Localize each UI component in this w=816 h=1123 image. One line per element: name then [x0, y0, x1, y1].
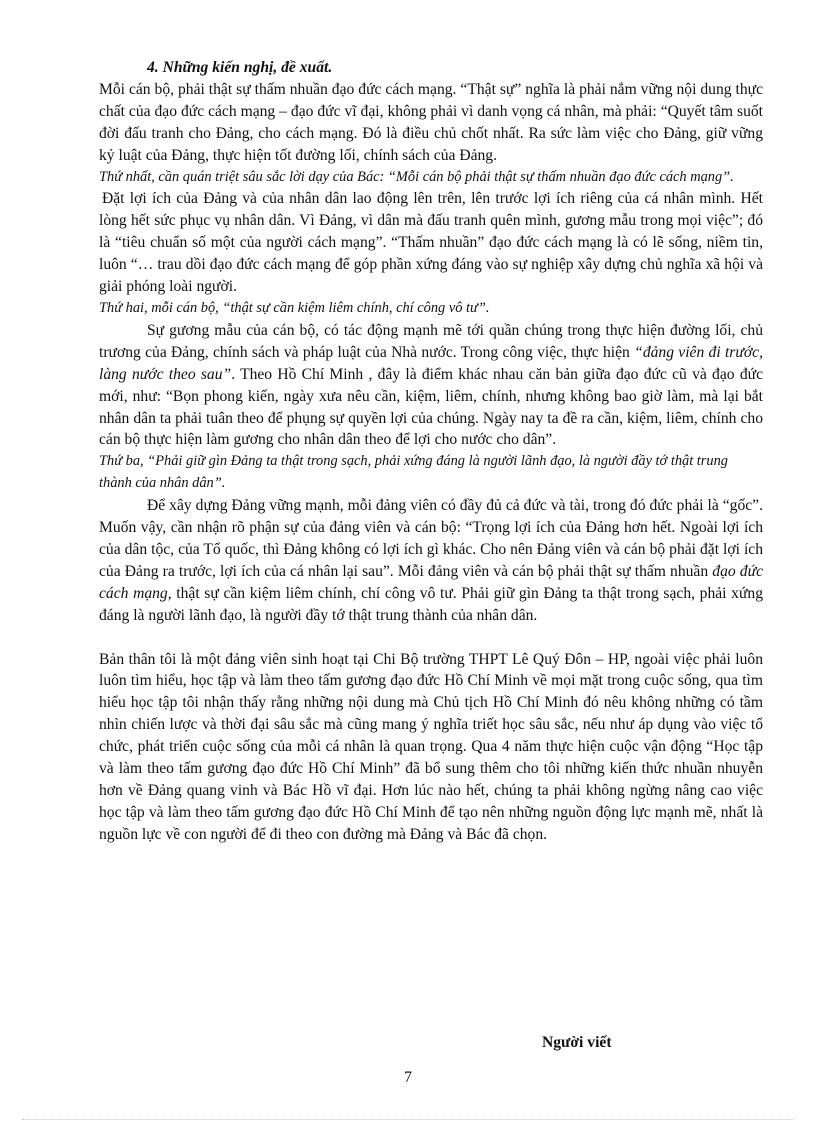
document-body	[99, 57, 763, 846]
third-point-heading: Thứ ba, “Phải giữ gìn Đảng ta thật trong sạch, phải xứng đáng là người lãnh đạo, là người đầy tớ thật trung thành của nhân dân”.	[99, 453, 728, 492]
first-point-heading: Thứ nhất, cần quán triệt sâu sắc lời dạy của Bác: “Mỗi cán bộ phải thật sự thấm nhuần đạo đức cách mạng”.	[99, 168, 734, 185]
paragraph-gap	[99, 627, 763, 649]
second-body-text-2: . Theo Hồ Chí Minh , đây là điểm khác nhau căn bản giữa đạo đức cũ và đạo đức mới, như: “Bọn phong kiến, ngày xưa nêu cần, kiệm, liêm, chính, nhưng không bao giờ làm, mà lại bắt nhân dân ta phải tuân theo để phụng sự quyền lợi của chúng. Ngày nay ta đề ra cần, kiệm, liêm, chính cho cán bộ thực hiện làm gương cho nhân dân theo để lợi cho nước cho dân”.	[99, 365, 763, 449]
signature-label: Người viết	[542, 1034, 612, 1051]
section-heading: 4. Những kiến nghị, đề xuất.	[147, 59, 333, 76]
closing-paragraph: Bản thân tôi là một đảng viên sinh hoạt tại Chi Bộ trường THPT Lê Quý Đôn – HP, ngoài việc phải luôn luôn tìm hiểu, học tập và làm theo tấm gương đạo đức Hồ Chí Minh về mọi mặt trong cuộc sống, qua tìm hiểu học tập tôi nhận thấy rằng những nội dung mà Chủ tịch Hồ Chí Minh đó nêu không những có tầm nhìn chiến lược và thời đại sâu sắc mà cũng mang ý nghĩa triết học sâu sắc, nếu như áp dụng vào việc tổ chức, phát triển cuộc sống của mỗi cá nhân là quan trọng. Qua 4 năm thực hiện cuộc vận động “Học tập và làm theo tấm gương đạo đức Hồ Chí Minh” đã bổ sung thêm cho tôi những kiến thức nhuần nhuyễn hơn về Đảng quang vinh và Bác Hồ vĩ đại. Hơn lúc nào hết, chúng ta phải không ngừng nâng cao việc học tập và làm theo tấm gương đạo đức Hồ Chí Minh để tạo nên những nguồn động lực mạnh mẽ, nhất là nguồn lực về con người để đi theo con đường mà Đảng và Bác đã chọn.	[99, 650, 763, 843]
first-point-body: Đặt lợi ích của Đảng và của nhân dân lao động lên trên, lên trước lợi ích riêng của cá nhân mình. Hết lòng hết sức phục vụ nhân dân. Vì Đảng, vì dân mà đấu tranh quên mình, gương mẫu trong mọi việc”; đó là “tiêu chuẩn số một của người cách mạng”. “Thấm nhuần” đạo đức cách mạng là có lẽ sống, niềm tin, luôn “… trau dồi đạo đức cách mạng để góp phần xứng đáng vào sự nghiệp xây dựng chủ nghĩa xã hội và giải phóng loài người.	[99, 190, 763, 296]
third-body-text-2: , thật sự cần kiệm liêm chính, chí công vô tư. Phải giữ gìn Đảng ta thật trong sạch, phải xứng đáng là người lãnh đạo, là người đầy tớ thật trung thành của nhân dân.	[99, 584, 763, 624]
footer-divider	[22, 1119, 794, 1120]
third-body-text-1: Để xây dựng Đảng vững mạnh, mỗi đảng viên có đầy đủ cả đức và tài, trong đó đức phải là “gốc”. Muốn vậy, cần nhận rõ phận sự của đảng viên và cán bộ: “Trọng lợi ích của Đảng hơn hết. Ngoài lợi ích của dân tộc, của Tổ quốc, thì Đảng không có lợi ích gì khác. Cho nên Đảng viên và cán bộ phải đặt lợi ích của Đảng ra trước, lợi ích của cá nhân lại sau”. Mỗi đảng viên và cán bộ phải thật sự thấm nhuần	[99, 497, 763, 580]
third-body-emphasis: đạo đức cách mạng	[99, 562, 763, 602]
second-point-heading: Thứ hai, mỗi cán bộ, “thật sự cần kiệm liêm chính, chí công vô tư”.	[99, 299, 490, 316]
intro-paragraph: Mỗi cán bộ, phải thật sự thấm nhuần đạo đức cách mạng. “Thật sự” nghĩa là phải nắm vững nội dung thực chất của đạo đức cách mạng – đạo đức vĩ đại, không phải vì danh vọng cá nhân, mà phải: “Quyết tâm suốt đời đấu tranh cho Đảng, cho cách mạng. Đó là điều chủ chốt nhất. Ra sức làm việc cho Đảng, giữ vững kỷ luật của Đảng, thực hiện tốt đường lối, chính sách của Đảng.	[99, 80, 763, 164]
second-body-text-1: Sự gương mẫu của cán bộ, có tác động mạnh mẽ tới quần chúng trong thực hiện đường lối, chủ trương của Đảng, chính sách và pháp luật của Nhà nước. Trong công việc, thực hiện	[99, 321, 763, 361]
second-body-emphasis: “đảng viên đi trước, làng nước theo sau”	[99, 343, 763, 383]
third-point-body	[99, 495, 763, 626]
second-point-body	[99, 320, 763, 451]
page-number: 7	[404, 1069, 412, 1086]
